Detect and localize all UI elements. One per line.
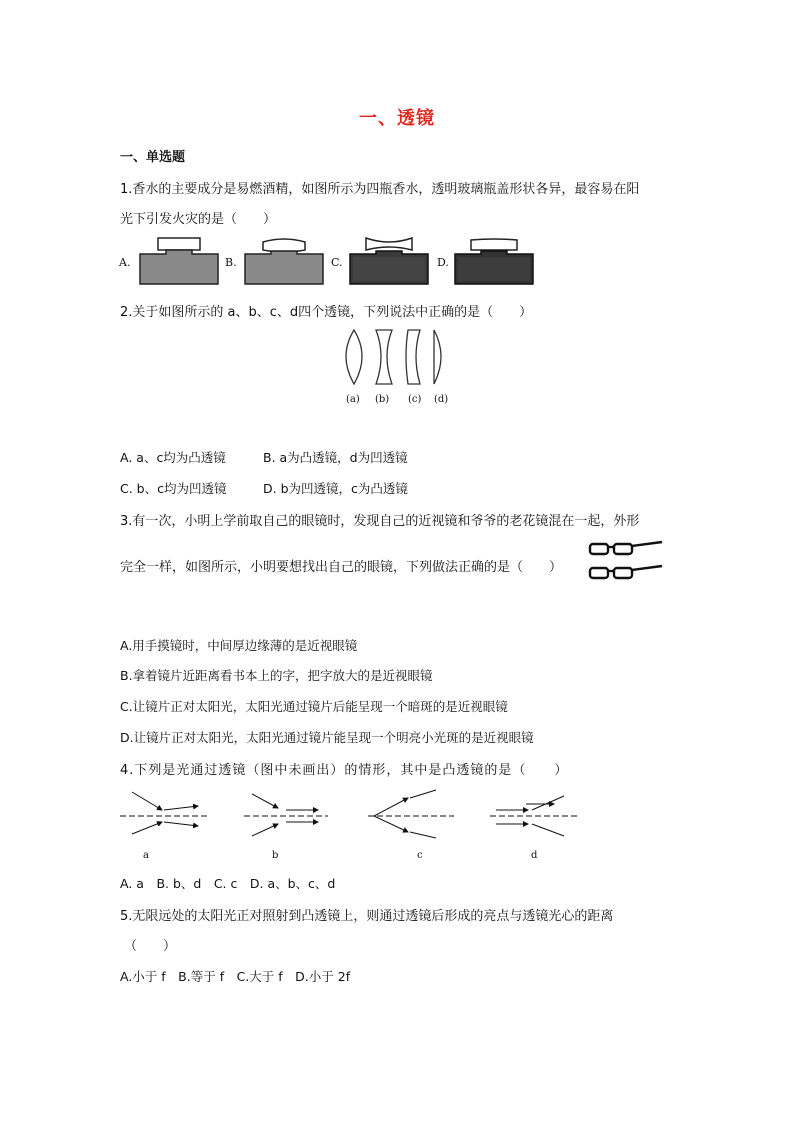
ray-figure-c-label: c bbox=[417, 850, 423, 861]
q3-option-a: A.用手摸镜时，中间厚边缘薄的是近视眼镜 bbox=[120, 638, 358, 653]
q1-stem-line1: 1.香水的主要成分是易燃酒精，如图所示为四瓶香水，透明玻璃瓶盖形状各异，最容易在阳 bbox=[120, 182, 640, 197]
lens-a-shape bbox=[346, 330, 362, 384]
perfume-bottle-d-image bbox=[451, 236, 537, 288]
q3-stem-line2: 完全一样，如图所示，小明要想找出自己的眼镜，下列做法正确的是（ ） bbox=[120, 560, 563, 575]
ray-figure-b-label: b bbox=[272, 850, 279, 861]
q2-option-b: B. a为凸透镜，d为凹透镜 bbox=[263, 450, 408, 465]
lens-c-label: (c) bbox=[408, 394, 422, 405]
light-rays-figure bbox=[118, 788, 588, 836]
lens-a-label: (a) bbox=[346, 394, 360, 405]
lens-d-shape bbox=[434, 330, 441, 384]
section-heading: 一、单选题 bbox=[120, 150, 186, 165]
lens-c-shape bbox=[406, 330, 420, 384]
q5-stem-line2: （ ） bbox=[124, 939, 177, 954]
lenses-figure bbox=[338, 328, 458, 388]
q2-option-c: C. b、c均为凹透镜 bbox=[120, 481, 227, 496]
q3-option-c: C.让镜片正对太阳光，太阳光通过镜片后能呈现一个暗斑的是近视眼镜 bbox=[120, 699, 508, 714]
q5-options: A.小于 f B.等于 f C.大于 f D.小于 2f bbox=[120, 969, 351, 984]
q3-option-d: D.让镜片正对太阳光，太阳光通过镜片能呈现一个明亮小光斑的是近视眼镜 bbox=[120, 730, 534, 745]
ray-figure-d-label: d bbox=[531, 850, 538, 861]
q2-option-d: D. b为凹透镜，c为凸透镜 bbox=[263, 481, 408, 496]
q1-stem-line2: 光下引发火灾的是（ ） bbox=[120, 212, 277, 227]
q4-stem: 4.下列是光通过透镜（图中未画出）的情形，其中是凸透镜的是（ ） bbox=[120, 763, 569, 778]
q2-stem: 2.关于如图所示的 a、b、c、d四个透镜，下列说法中正确的是（ ） bbox=[120, 305, 533, 320]
q1-option-b-label: B. bbox=[225, 256, 237, 269]
perfume-bottle-b-image bbox=[241, 236, 327, 288]
glasses-image bbox=[586, 540, 666, 586]
q5-stem-line1: 5.无限远处的太阳光正对照射到凸透镜上，则通过透镜后形成的亮点与透镜光心的距离 bbox=[120, 909, 614, 924]
q2-option-a: A. a、c均为凸透镜 bbox=[120, 450, 226, 465]
lens-d-label: (d) bbox=[434, 394, 449, 405]
perfume-bottle-a-image bbox=[136, 236, 222, 288]
lens-b-shape bbox=[376, 330, 392, 384]
q3-option-b: B.拿着镜片近距离看书本上的字，把字放大的是近视眼镜 bbox=[120, 668, 433, 683]
q1-option-a-label: A. bbox=[119, 256, 131, 269]
ray-figure-a-label: a bbox=[143, 850, 149, 861]
q1-option-c-label: C. bbox=[331, 256, 343, 269]
lens-b-label: (b) bbox=[375, 394, 390, 405]
perfume-bottle-c-image bbox=[346, 236, 432, 288]
q1-option-d-label: D. bbox=[437, 256, 449, 269]
q4-options: A. a B. b、d C. c D. a、b、c、d bbox=[120, 876, 336, 891]
q3-stem-line1: 3.有一次，小明上学前取自己的眼镜时，发现自己的近视镜和爷爷的老花镜混在一起，外形 bbox=[120, 514, 640, 529]
page-title: 一、透镜 bbox=[359, 108, 435, 129]
